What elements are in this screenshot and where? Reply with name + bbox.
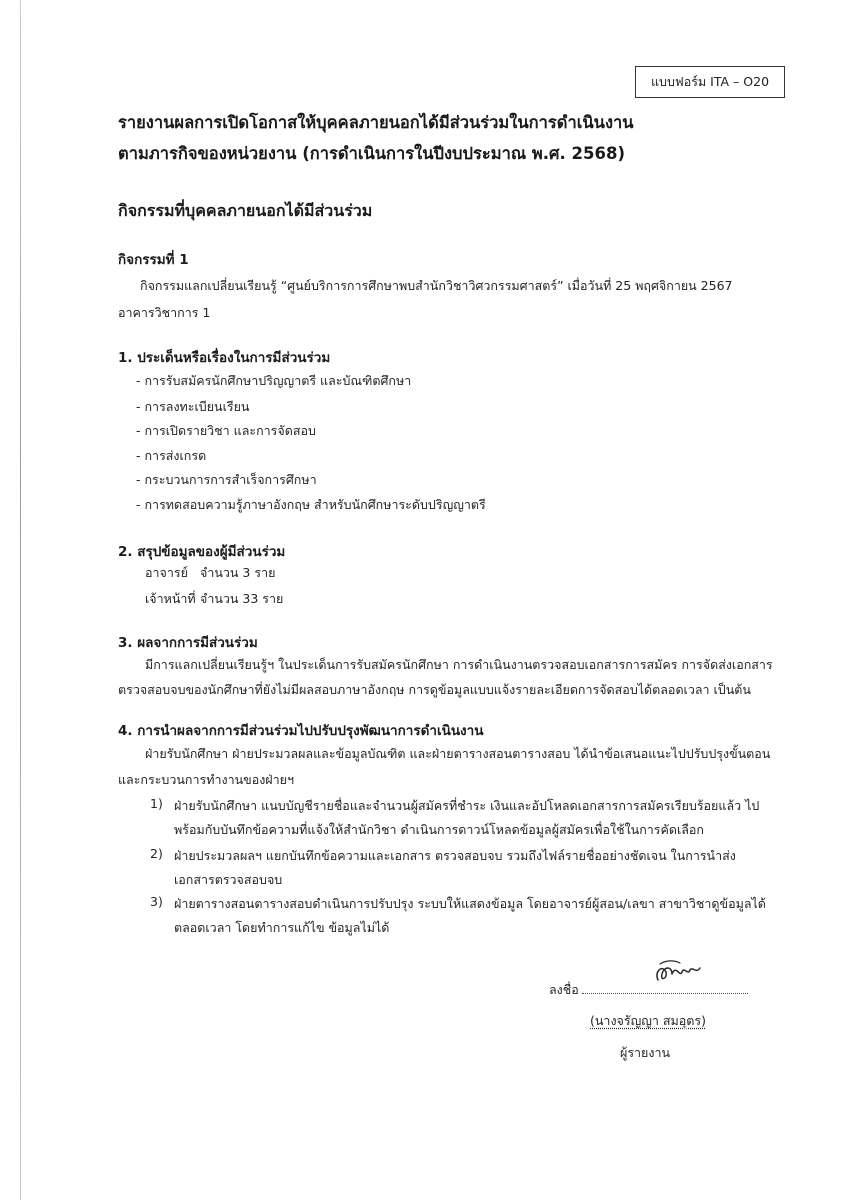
improvement-item-line-2: พร้อมกับบันทึกข้อความที่แจ้งให้สำนักวิชา ดำเนินการดาวน์โหลดข้อมูลผู้สมัครเพื่อใช้ในการคัดเลือก: [174, 822, 705, 837]
issues-heading: 1. ประเด็นหรือเรื่องในการมีส่วนร่วม: [118, 350, 331, 366]
issue-item: - การเปิดรายวิชา และการจัดสอบ: [136, 423, 316, 438]
improvement-item-line-1: ฝ่ายรับนักศึกษา แนบบัญชีรายชื่อและจำนวนผู้สมัครที่ชำระ เงินและอัปโหลดเอกสารการสมัครเรียบร้อยแล้ว ไป: [174, 798, 760, 813]
results-heading: 3. ผลจากการมีส่วนร่วม: [118, 635, 258, 651]
activity-description-line-2: อาคารวิชาการ 1: [118, 305, 211, 320]
issue-item: - การส่งเกรด: [136, 448, 207, 463]
title-line-2: ตามภารกิจของหน่วยงาน (การดำเนินการในปีงบประมาณ พ.ศ. 2568): [118, 144, 625, 163]
improvement-intro-line-1: ฝ่ายรับนักศึกษา ฝ่ายประมวลผลและข้อมูลบัณฑิต และฝ่ายตารางสอนตารางสอบ ได้นำข้อเสนอแนะไปปรับปรุงขั้นตอน: [145, 746, 771, 761]
participants-heading: 2. สรุปข้อมูลของผู้มีส่วนร่วม: [118, 544, 286, 560]
sign-label: ลงชื่อ: [549, 982, 579, 997]
handwritten-signature: [650, 958, 706, 992]
issue-item: - การลงทะเบียนเรียน: [136, 399, 250, 414]
section-heading: กิจกรรมที่บุคคลภายนอกได้มีส่วนร่วม: [118, 201, 373, 220]
results-text-line-1: มีการแลกเปลี่ยนเรียนรู้ฯ ในประเด็นการรับสมัครนักศึกษา การดำเนินงานตรวจสอบเอกสารการสมัคร การจัดส่งเอกสาร: [145, 657, 773, 672]
improvement-item-line-1: ฝ่ายตารางสอนตารางสอบดำเนินการปรับปรุง ระบบให้แสดงข้อมูล โดยอาจารย์ผู้สอน/เลขา สาขาวิชาดูข้อมูลได้: [174, 896, 766, 911]
improvement-item-number: 2): [150, 846, 163, 861]
issue-item: - การรับสมัครนักศึกษาปริญญาตรี และบัณฑิตศึกษา: [136, 373, 412, 388]
title-line-1: รายงานผลการเปิดโอกาสให้บุคคลภายนอกได้มีส่วนร่วมในการดำเนินงาน: [118, 113, 634, 132]
participant-role: เจ้าหน้าที่: [145, 591, 196, 606]
signer-role: ผู้รายงาน: [620, 1045, 671, 1060]
improvement-intro-line-2: และกระบวนการทำงานของฝ่ายฯ: [118, 772, 294, 787]
improvement-item-line-2: เอกสารตรวจสอบจบ: [174, 872, 283, 887]
form-code-box: แบบฟอร์ม ITA – O20: [635, 66, 785, 98]
improvement-heading: 4. การนำผลจากการมีส่วนร่วมไปปรับปรุงพัฒนาการดำเนินงาน: [118, 723, 484, 739]
improvement-item-number: 1): [150, 796, 163, 811]
improvement-item-line-2: ตลอดเวลา โดยทำการแก้ไข ข้อมูลไม่ได้: [174, 920, 390, 935]
issue-item: - การทดสอบความรู้ภาษาอังกฤษ สำหรับนักศึกษาระดับปริญญาตรี: [136, 497, 486, 512]
signer-name: (นางจรัญญา สมอุตร): [590, 1013, 706, 1028]
participant-count: จำนวน 33 ราย: [200, 591, 284, 606]
improvement-item-line-1: ฝ่ายประมวลผลฯ แยกบันทึกข้อความและเอกสาร ตรวจสอบจบ รวมถึงไฟล์รายชื่ออย่างชัดเจน ในการนำส่ง: [174, 848, 736, 863]
activity-label: กิจกรรมที่ 1: [118, 252, 189, 268]
participant-role: อาจารย์: [145, 565, 188, 580]
results-text-line-2: ตรวจสอบจบของนักศึกษาที่ยังไม่มีผลสอบภาษาอังกฤษ การดูข้อมูลแบบแจ้งรายละเอียดการจัดสอบได้ตลอดเวลา เป็นต้น: [118, 682, 751, 697]
participant-count: จำนวน 3 ราย: [200, 565, 276, 580]
signature-line: [582, 993, 748, 994]
improvement-item-number: 3): [150, 894, 163, 909]
activity-description-line-1: กิจกรรมแลกเปลี่ยนเรียนรู้ “ศูนย์บริการการศึกษาพบสำนักวิชาวิศวกรรมศาสตร์” เมื่อวันที่ 25 พฤศจิกายน 2567: [140, 278, 733, 293]
scan-edge: [20, 0, 21, 1200]
issue-item: - กระบวนการการสำเร็จการศึกษา: [136, 472, 317, 487]
